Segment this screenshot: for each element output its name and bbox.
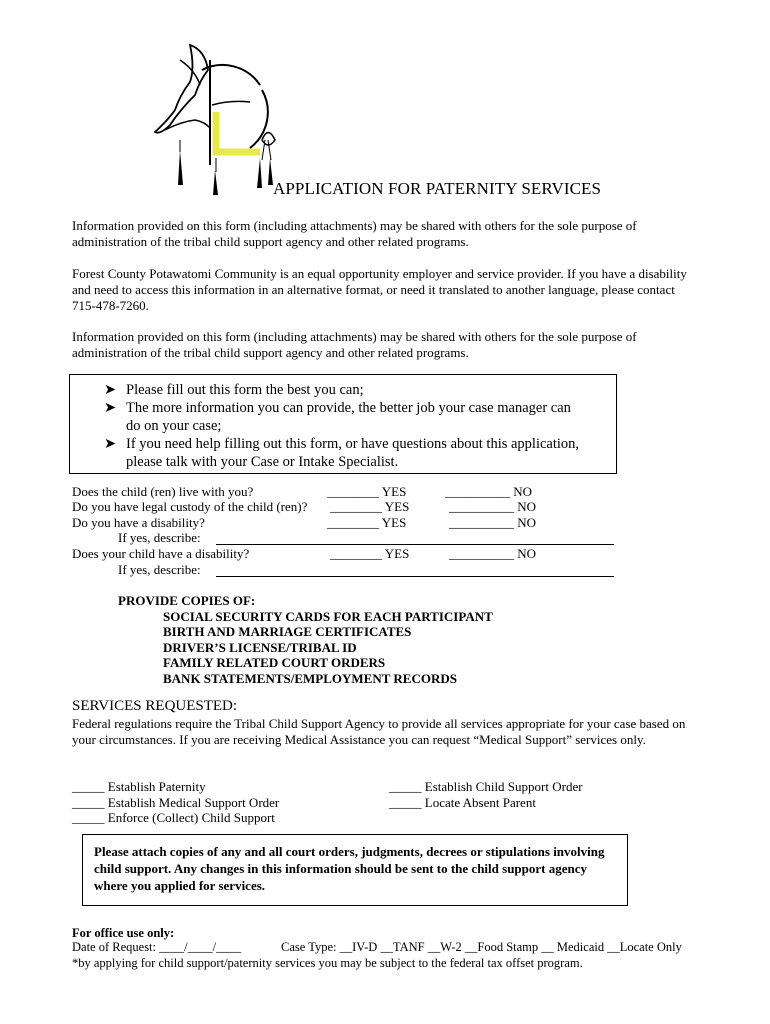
yes-field[interactable]: ________ YES	[330, 499, 410, 514]
provide-copies-heading: PROVIDE COPIES OF:	[118, 593, 256, 608]
tribal-logo	[150, 40, 285, 200]
if-yes-describe-label: If yes, describe:	[118, 530, 201, 545]
question-child-lives-with-you: Does the child (ren) live with you?	[72, 484, 254, 499]
describe-line[interactable]	[216, 544, 614, 545]
tax-offset-footnote: *by applying for child support/paternity services you may be subject to the federal tax offset program.	[72, 956, 583, 970]
notice-box	[82, 834, 628, 906]
services-description: Federal regulations require the Tribal Child Support Agency to provide all services appropriate for your case based on your circumstances. If you are receiving Medical Assistance you can request “Medical Support” services only.	[72, 716, 686, 747]
bullet-arrow-icon: ➤	[104, 436, 117, 452]
no-field[interactable]: __________ NO	[445, 484, 533, 499]
yes-field[interactable]: ________ YES	[330, 546, 410, 561]
yes-field[interactable]: ________ YES	[327, 484, 407, 499]
describe-line[interactable]	[216, 576, 614, 577]
bullet-arrow-icon: ➤	[104, 400, 117, 416]
copies-item: SOCIAL SECURITY CARDS FOR EACH PARTICIPANT	[163, 608, 493, 624]
copies-item: DRIVER’S LICENSE/TRIBAL ID	[163, 639, 357, 655]
intro-paragraph-3: Information provided on this form (including attachments) may be shared with others for the sole purpose of administration of the tribal child support agency and other related programs.	[72, 329, 637, 360]
yes-field[interactable]: ________ YES	[327, 515, 407, 530]
question-legal-custody: Do you have legal custody of the child (ren)?	[72, 499, 308, 514]
no-field[interactable]: __________ NO	[449, 515, 537, 530]
case-type: Case Type: __IV-D __TANF __W-2 __Food Stamp __ Medicaid __Locate Only	[281, 940, 682, 954]
service-option-medical-support[interactable]: _____ Establish Medical Support Order	[72, 795, 280, 810]
page-title: APPLICATION FOR PATERNITY SERVICES	[273, 179, 602, 198]
instructions-box: ➤ Please fill out this form the best you can; ➤ The more information you can provide, the better job your case manager can do on your case; ➤ If you need help filling out this form, or have questions about this application, please talk with your Case or Intake Specialist.	[69, 374, 617, 474]
service-option-locate-parent[interactable]: _____ Locate Absent Parent	[389, 795, 536, 810]
intro-paragraph-1: Information provided on this form (including attachments) may be shared with others for the sole purpose of administration of the tribal child support agency and other related programs.	[72, 218, 637, 249]
copies-item: BANK STATEMENTS/EMPLOYMENT RECORDS	[163, 670, 457, 686]
copies-item: BIRTH AND MARRIAGE CERTIFICATES	[163, 624, 412, 639]
service-option-enforce-support[interactable]: _____ Enforce (Collect) Child Support	[72, 810, 275, 825]
service-option-establish-paternity[interactable]: _____ Establish Paternity	[72, 779, 206, 794]
date-of-request: Date of Request: ____/____/____	[72, 940, 242, 954]
no-field[interactable]: __________ NO	[449, 499, 537, 514]
bullet-arrow-icon: ➤	[104, 382, 117, 398]
provide-copies-section	[118, 593, 493, 686]
question-disability: Do you have a disability?	[72, 515, 205, 530]
no-field[interactable]: __________ NO	[449, 546, 537, 561]
copies-item: FAMILY RELATED COURT ORDERS	[163, 655, 386, 670]
question-child-disability: Does your child have a disability?	[72, 546, 250, 561]
service-option-child-support-order[interactable]: _____ Establish Child Support Order	[389, 779, 583, 794]
office-use-heading: For office use only:	[72, 926, 175, 940]
intro-paragraph-2: Forest County Potawatomi Community is an equal opportunity employer and service provider. If you have a disability and need to access this information in an alternative format, or need it translated to another language, please contact 715-478-7260.	[72, 266, 687, 313]
services-heading: SERVICES REQUESTED:	[72, 698, 238, 714]
if-yes-describe-label: If yes, describe:	[118, 562, 201, 577]
notice-text: Please attach copies of any and all court orders, judgments, decrees or stipulations involving child support. Any changes in this information should be sent to the child support agency where you applied for services.	[94, 844, 605, 893]
